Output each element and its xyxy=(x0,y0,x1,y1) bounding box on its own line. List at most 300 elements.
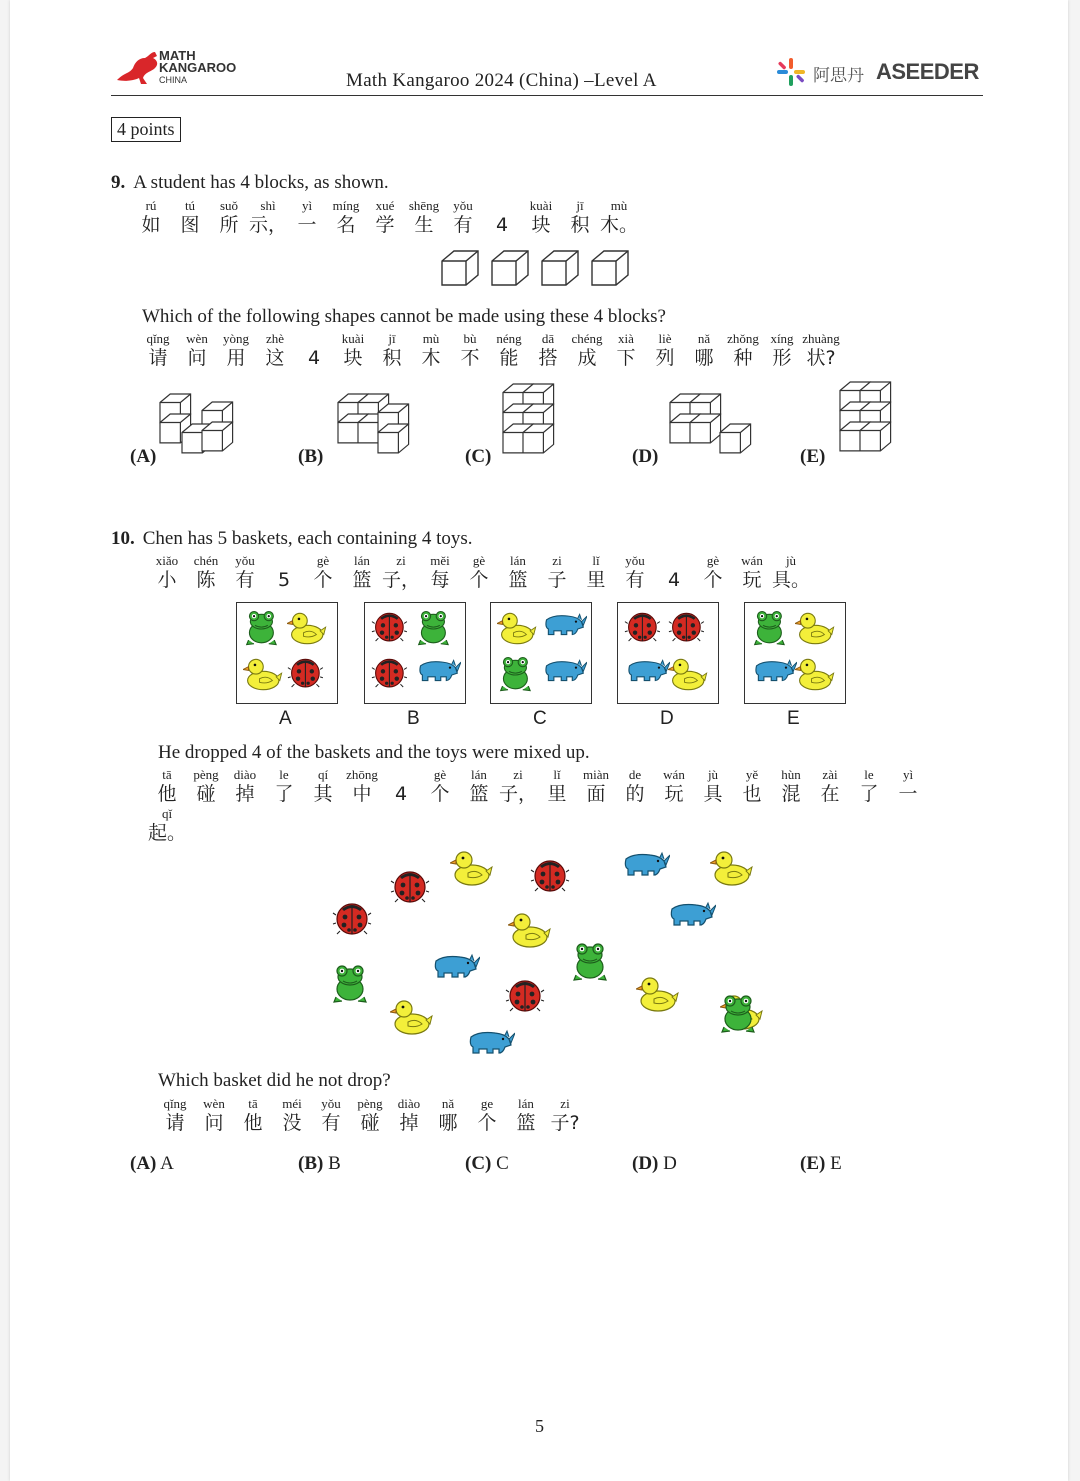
hanzi: 成 xyxy=(577,347,597,369)
pinyin-char xyxy=(216,331,256,369)
block-cube xyxy=(492,251,528,285)
q9-option-a-shape xyxy=(158,388,258,468)
basket-e xyxy=(744,602,846,704)
pinyin-char xyxy=(342,767,382,805)
frog-toy xyxy=(330,962,380,1008)
ladybug-toy xyxy=(287,653,333,697)
rhino-toy xyxy=(620,846,670,892)
pinyin: qǐ xyxy=(161,806,173,821)
basket-label: B xyxy=(407,708,420,729)
hanzi: 里 xyxy=(547,783,567,805)
hanzi: 个 xyxy=(477,1112,497,1134)
logo-line-3: CHINA xyxy=(159,75,188,85)
math-kangaroo-logo xyxy=(115,48,245,88)
pinyin xyxy=(654,553,694,569)
pinyin-char xyxy=(365,198,405,236)
pinyin-char xyxy=(693,553,733,591)
star-burst-icon xyxy=(775,56,807,88)
pinyin: lán xyxy=(518,1096,534,1111)
pinyin-char xyxy=(350,1096,390,1134)
pinyin-char xyxy=(528,331,568,369)
q10-option-d[interactable]: (D) D xyxy=(632,1153,677,1174)
hanzi: 有 xyxy=(321,1112,341,1134)
pinyin: rú xyxy=(145,198,157,213)
rhino-toy xyxy=(751,653,797,697)
q10-prompt xyxy=(111,528,473,550)
pinyin: wán xyxy=(663,767,685,782)
pinyin-char xyxy=(888,767,928,805)
duck-toy xyxy=(497,607,543,651)
hanzi: 子， xyxy=(381,569,420,591)
pinyin-char xyxy=(311,1096,351,1134)
q9-option-e-shape xyxy=(830,376,920,468)
hanzi: 块 xyxy=(343,347,363,369)
hanzi: 了 xyxy=(859,783,879,805)
pinyin: lán xyxy=(354,553,370,568)
q10-option-c[interactable]: (C) C xyxy=(465,1153,509,1174)
page-number: 5 xyxy=(535,1416,544,1436)
frog-toy xyxy=(751,607,797,651)
pinyin: nǎ xyxy=(441,1096,455,1111)
pinyin-char xyxy=(170,198,210,236)
hanzi: 哪 xyxy=(694,347,714,369)
q9-question: Which of the following shapes cannot be made using these 4 blocks? xyxy=(142,306,666,327)
hanzi: 不 xyxy=(460,347,480,369)
pinyin: diào xyxy=(397,1096,421,1111)
duck-toy xyxy=(450,846,500,892)
pinyin-char xyxy=(389,1096,429,1134)
frog-toy xyxy=(497,653,543,697)
pinyin-char xyxy=(428,1096,468,1134)
hanzi: 个 xyxy=(703,569,723,591)
hanzi: 中 xyxy=(352,783,372,805)
pinyin: liè xyxy=(658,331,672,346)
q9-option-b-shape xyxy=(328,388,428,468)
pinyin-char xyxy=(186,553,226,591)
points-badge: 4 points xyxy=(111,117,181,142)
basket-b xyxy=(364,602,466,704)
pinyin-char xyxy=(209,198,249,236)
pinyin-char xyxy=(381,553,421,591)
pinyin: gè xyxy=(316,553,330,568)
hanzi: 他 xyxy=(157,783,177,805)
rhino-toy xyxy=(541,653,587,697)
pinyin: kuài xyxy=(529,198,553,213)
pinyin-char xyxy=(272,1096,312,1134)
hanzi: 这 xyxy=(265,347,285,369)
hanzi: 子 xyxy=(547,569,567,591)
pinyin: qǐng xyxy=(163,1096,187,1111)
hanzi: 如 xyxy=(141,214,161,236)
ladybug-toy xyxy=(371,607,417,651)
pinyin-char xyxy=(303,553,343,591)
q9-option-b-label[interactable]: (B) xyxy=(298,446,324,467)
pinyin-char xyxy=(372,331,412,369)
rhino-toy xyxy=(465,1024,515,1070)
pinyin: pèng xyxy=(357,1096,383,1111)
pinyin-char xyxy=(443,198,483,236)
pinyin: jī xyxy=(388,331,396,346)
hanzi: 个 xyxy=(313,569,333,591)
hanzi: 5 xyxy=(277,569,291,591)
kangaroo-icon xyxy=(115,50,163,86)
pinyin-char xyxy=(506,1096,546,1134)
pinyin: gè xyxy=(706,553,720,568)
rhino-toy xyxy=(624,653,670,697)
pinyin: zi xyxy=(560,1096,570,1111)
pinyin-char xyxy=(521,198,561,236)
ladybug-toy xyxy=(505,975,555,1021)
pinyin: méi xyxy=(282,1096,302,1111)
hanzi: 木。 xyxy=(599,214,638,236)
pinyin-char xyxy=(450,331,490,369)
hanzi: 篮 xyxy=(352,569,372,591)
pinyin: jù xyxy=(707,767,719,782)
aseeder-cn-name: 阿思丹 xyxy=(813,66,864,86)
hanzi: 在 xyxy=(820,783,840,805)
pinyin: zi xyxy=(513,767,523,782)
hanzi: 混 xyxy=(781,783,801,805)
pinyin-char xyxy=(147,553,187,591)
pinyin: dā xyxy=(541,331,555,346)
page-header-title: Math Kangaroo 2024 (China) –Level A xyxy=(346,70,657,91)
hanzi: 问 xyxy=(204,1112,224,1134)
hanzi: 的 xyxy=(625,783,645,805)
q10-option-e[interactable]: (E) E xyxy=(800,1153,842,1174)
hanzi: 子， xyxy=(498,783,537,805)
pinyin: wán xyxy=(741,553,763,568)
ladybug-toy xyxy=(332,898,382,944)
pinyin: zhōng xyxy=(346,767,378,782)
duck-toy xyxy=(795,653,841,697)
pinyin: shì xyxy=(260,198,276,213)
pinyin-char xyxy=(255,331,295,369)
hanzi: 形 xyxy=(772,347,792,369)
pinyin: zhuàng xyxy=(802,331,840,346)
hanzi: 玩 xyxy=(742,569,762,591)
pinyin: qí xyxy=(317,767,329,782)
duck-toy xyxy=(508,908,558,954)
hanzi: 碰 xyxy=(196,783,216,805)
hanzi: 所 xyxy=(219,214,239,236)
pinyin-char xyxy=(225,553,265,591)
pinyin: le xyxy=(279,767,289,782)
aseeder-en-name: ASEEDER xyxy=(876,59,979,84)
pinyin: jī xyxy=(576,198,584,213)
pinyin: suǒ xyxy=(219,198,239,213)
pinyin: chén xyxy=(193,553,219,568)
duck-toy xyxy=(287,607,333,651)
hanzi: 子? xyxy=(550,1112,580,1134)
pinyin: lán xyxy=(510,553,526,568)
pinyin: diào xyxy=(233,767,257,782)
hanzi: 起。 xyxy=(147,822,186,844)
pinyin-char xyxy=(147,767,187,805)
pinyin-char xyxy=(732,553,772,591)
q9-option-d-shape xyxy=(660,388,770,468)
hanzi: 他 xyxy=(243,1112,263,1134)
pinyin-char xyxy=(482,198,522,236)
pinyin-char xyxy=(264,767,304,805)
duck-toy xyxy=(668,653,714,697)
logo-line-1: MATH xyxy=(159,48,196,63)
hanzi: 了 xyxy=(274,783,294,805)
pinyin: měi xyxy=(430,553,450,568)
q10-number: 10. xyxy=(111,528,135,549)
frog-toy xyxy=(718,992,768,1038)
pinyin: tā xyxy=(162,767,172,782)
pinyin-char xyxy=(404,198,444,236)
hanzi: 积 xyxy=(382,347,402,369)
rhino-toy xyxy=(430,948,480,994)
pinyin: nǎ xyxy=(697,331,711,346)
ladybug-toy xyxy=(668,607,714,651)
pinyin: qǐng xyxy=(146,331,170,346)
pinyin: ge xyxy=(480,1096,494,1111)
hanzi: 积 xyxy=(570,214,590,236)
hanzi: 下 xyxy=(616,347,636,369)
frog-toy xyxy=(415,607,461,651)
duck-toy xyxy=(390,995,440,1041)
hanzi: 列 xyxy=(655,347,675,369)
pinyin-char xyxy=(294,331,334,369)
hanzi: 小 xyxy=(157,569,177,591)
pinyin-char xyxy=(537,767,577,805)
hanzi: 碰 xyxy=(360,1112,380,1134)
pinyin: lǐ xyxy=(592,553,600,568)
duck-toy xyxy=(636,972,686,1018)
pinyin-char xyxy=(606,331,646,369)
ladybug-toy xyxy=(530,855,580,901)
logo-line-2: KANGAROO xyxy=(159,60,237,75)
hanzi: 搭 xyxy=(538,347,558,369)
pinyin-char xyxy=(467,1096,507,1134)
hanzi: 篮 xyxy=(516,1112,536,1134)
pinyin-char xyxy=(576,767,616,805)
pinyin: yì xyxy=(902,767,914,782)
pinyin-char xyxy=(654,553,694,591)
ladybug-toy xyxy=(390,866,440,912)
header-rule xyxy=(111,95,983,96)
block-cube xyxy=(202,422,233,451)
q9-option-d-label[interactable]: (D) xyxy=(632,446,659,467)
pinyin-char xyxy=(560,198,600,236)
hanzi: 面 xyxy=(586,783,606,805)
block-cube xyxy=(592,251,628,285)
pinyin-char xyxy=(615,767,655,805)
pinyin-char xyxy=(693,767,733,805)
pinyin-char xyxy=(326,198,366,236)
frog-toy xyxy=(570,940,620,986)
q10-dropped-text: He dropped 4 of the baskets and the toys were mixed up. xyxy=(158,742,590,763)
hanzi: 图 xyxy=(180,214,200,236)
hanzi: 个 xyxy=(469,569,489,591)
pinyin: bù xyxy=(463,331,477,346)
hanzi: 用 xyxy=(226,347,246,369)
hanzi: 生 xyxy=(414,214,434,236)
q9-text: A student has 4 blocks, as shown. xyxy=(133,172,389,193)
hanzi: 4 xyxy=(667,569,681,591)
pinyin-char xyxy=(177,331,217,369)
pinyin: zhè xyxy=(265,331,285,346)
pinyin-char xyxy=(194,1096,234,1134)
pinyin-char xyxy=(498,767,538,805)
pinyin: lán xyxy=(471,767,487,782)
hanzi: 能 xyxy=(499,347,519,369)
pinyin: yǒu xyxy=(235,553,255,568)
pinyin-char xyxy=(723,331,763,369)
hanzi: 篮 xyxy=(508,569,528,591)
pinyin: gè xyxy=(472,553,486,568)
hanzi: 篮 xyxy=(469,783,489,805)
basket-label: A xyxy=(279,708,292,729)
q9-number: 9. xyxy=(111,172,126,193)
pinyin: yòng xyxy=(223,331,249,346)
basket-a xyxy=(236,602,338,704)
pinyin: yǒu xyxy=(453,198,473,213)
rhino-toy xyxy=(666,896,716,942)
pinyin: lǐ xyxy=(553,767,561,782)
hanzi: 哪 xyxy=(438,1112,458,1134)
pinyin-char xyxy=(801,331,841,369)
pinyin: mù xyxy=(422,331,440,346)
hanzi: 状? xyxy=(806,347,836,369)
pinyin: mù xyxy=(610,198,628,213)
hanzi: 里 xyxy=(586,569,606,591)
pinyin-char xyxy=(645,331,685,369)
pinyin-char xyxy=(264,553,304,591)
pinyin: kuài xyxy=(341,331,365,346)
hanzi: 有 xyxy=(235,569,255,591)
hanzi: 个 xyxy=(430,783,450,805)
pinyin-char xyxy=(537,553,577,591)
frog-toy xyxy=(243,607,289,651)
q9-four-blocks-figure xyxy=(440,243,650,293)
hanzi: 玩 xyxy=(664,783,684,805)
basket-label: D xyxy=(660,708,674,729)
q9-prompt xyxy=(111,172,389,194)
pinyin: jù xyxy=(785,553,797,568)
pinyin-char xyxy=(420,553,460,591)
basket-label: E xyxy=(787,708,800,729)
pinyin-char xyxy=(155,1096,195,1134)
pinyin: xià xyxy=(618,331,634,346)
pinyin-char xyxy=(732,767,772,805)
pinyin: zài xyxy=(822,767,838,782)
q9-option-c-label[interactable]: (C) xyxy=(465,446,492,467)
pinyin: zhǒng xyxy=(727,331,759,346)
q9-option-a-label[interactable]: (A) xyxy=(130,446,157,467)
hanzi: 块 xyxy=(531,214,551,236)
pinyin: le xyxy=(864,767,874,782)
hanzi: 也 xyxy=(742,783,762,805)
q10-text: Chen has 5 baskets, each containing 4 toys. xyxy=(142,528,473,549)
pinyin: tā xyxy=(248,1096,258,1111)
hanzi: 4 xyxy=(307,347,321,369)
pinyin: yě xyxy=(745,767,759,782)
q9-option-e-label[interactable]: (E) xyxy=(800,446,826,467)
pinyin-char xyxy=(248,198,288,236)
pinyin-char xyxy=(342,553,382,591)
hanzi: 4 xyxy=(495,214,509,236)
exam-page xyxy=(10,0,1068,1481)
hanzi: 具 xyxy=(703,783,723,805)
pinyin xyxy=(381,767,421,783)
pinyin-char xyxy=(287,198,327,236)
duck-toy xyxy=(710,846,760,892)
basket-d xyxy=(617,602,719,704)
pinyin-char xyxy=(684,331,724,369)
pinyin-char xyxy=(138,331,178,369)
hanzi: 有 xyxy=(625,569,645,591)
pinyin: hùn xyxy=(781,767,801,782)
pinyin-char xyxy=(186,767,226,805)
ladybug-toy xyxy=(371,653,417,697)
pinyin-char xyxy=(459,553,499,591)
pinyin-char xyxy=(131,198,171,236)
pinyin: xíng xyxy=(770,331,794,346)
hanzi: 没 xyxy=(282,1112,302,1134)
hanzi: 请 xyxy=(148,347,168,369)
hanzi: 陈 xyxy=(196,569,216,591)
pinyin: wèn xyxy=(203,1096,225,1111)
pinyin-char xyxy=(225,767,265,805)
pinyin: pèng xyxy=(193,767,219,782)
pinyin-char xyxy=(762,331,802,369)
pinyin-char xyxy=(303,767,343,805)
pinyin: gè xyxy=(433,767,447,782)
hanzi: 一 xyxy=(898,783,918,805)
block-cube xyxy=(720,424,751,453)
pinyin-char xyxy=(411,331,451,369)
pinyin-char xyxy=(498,553,538,591)
hanzi: 掉 xyxy=(399,1112,419,1134)
pinyin xyxy=(294,331,334,347)
pinyin: yǒu xyxy=(321,1096,341,1111)
pinyin: xué xyxy=(375,198,395,213)
hanzi: 其 xyxy=(313,783,333,805)
pinyin: wèn xyxy=(186,331,208,346)
q10-option-a[interactable]: (A) A xyxy=(130,1153,174,1174)
block-cube xyxy=(690,414,721,443)
hanzi: 有 xyxy=(453,214,473,236)
pinyin: chéng xyxy=(571,331,603,346)
pinyin xyxy=(482,198,522,214)
block-cube xyxy=(542,251,578,285)
block-cube xyxy=(523,424,554,453)
hanzi: 一 xyxy=(297,214,317,236)
q9-option-c-shape xyxy=(493,380,593,470)
pinyin: néng xyxy=(496,331,522,346)
block-cube xyxy=(442,251,478,285)
block-cube xyxy=(860,422,891,451)
pinyin-char xyxy=(771,767,811,805)
pinyin-char xyxy=(489,331,529,369)
pinyin-char xyxy=(333,331,373,369)
pinyin-char xyxy=(420,767,460,805)
hanzi: 学 xyxy=(375,214,395,236)
q10-option-b[interactable]: (B) B xyxy=(298,1153,341,1174)
pinyin: tú xyxy=(184,198,196,213)
pinyin: yǒu xyxy=(625,553,645,568)
pinyin-char xyxy=(849,767,889,805)
aseeder-logo xyxy=(775,56,985,90)
pinyin xyxy=(264,553,304,569)
basket-label: C xyxy=(533,708,547,729)
pinyin: miàn xyxy=(583,767,609,782)
pinyin: míng xyxy=(332,198,360,213)
hanzi: 具。 xyxy=(771,569,810,591)
